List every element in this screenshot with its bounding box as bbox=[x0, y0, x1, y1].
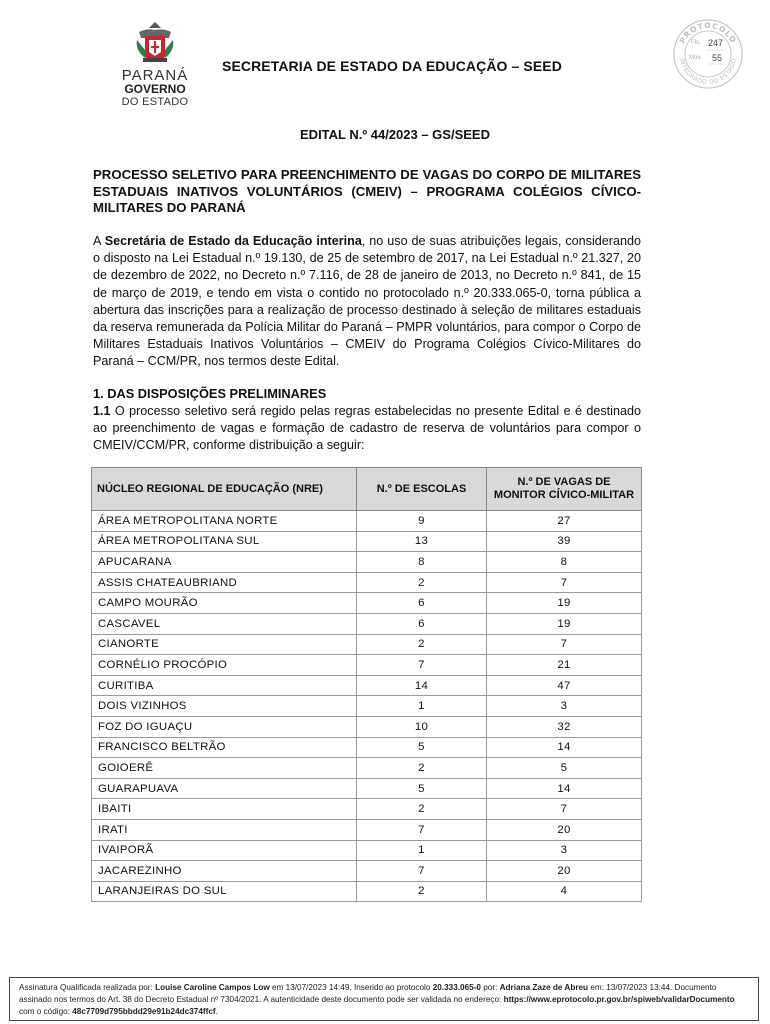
table-row bbox=[92, 675, 642, 696]
cell-schools: 6 bbox=[357, 613, 487, 634]
table-row bbox=[92, 778, 642, 799]
cell-nre: CURITIBA bbox=[92, 675, 357, 696]
footer-text-5: com o código: bbox=[19, 1007, 73, 1017]
edital-number: EDITAL N.º 44/2023 – GS/SEED bbox=[300, 127, 490, 142]
cell-schools: 6 bbox=[357, 593, 487, 614]
footer-text-4: em: 13/07/2023 13:44. Documento assinado nos termos do Art. 38 do Decreto Estadual nº 7304/2021. A autenticidade deste documento pode ser validada no endereço: bbox=[19, 983, 717, 1005]
cell-vacancies: 8 bbox=[487, 552, 642, 573]
logo-line-do-estado: DO ESTADO bbox=[121, 96, 189, 108]
cell-vacancies: 7 bbox=[487, 799, 642, 820]
logo-line-governo: GOVERNO bbox=[124, 82, 186, 96]
stamp-ring-top-text: PROTOCOLO bbox=[677, 20, 739, 46]
table-row bbox=[92, 716, 642, 737]
cell-vacancies: 14 bbox=[487, 778, 642, 799]
page-header-title: SECRETARIA DE ESTADO DA EDUCAÇÃO – SEED bbox=[222, 58, 562, 74]
cell-vacancies: 20 bbox=[487, 861, 642, 882]
cell-schools: 2 bbox=[357, 799, 487, 820]
cell-vacancies: 19 bbox=[487, 593, 642, 614]
cell-nre: IVAIPORÃ bbox=[92, 840, 357, 861]
protocol-stamp-ring-icon bbox=[672, 18, 744, 90]
table-body bbox=[92, 511, 642, 902]
signature-footer bbox=[9, 977, 759, 1021]
cell-schools: 2 bbox=[357, 634, 487, 655]
cell-schools: 10 bbox=[357, 716, 487, 737]
cell-nre: IRATI bbox=[92, 819, 357, 840]
cell-schools: 7 bbox=[357, 655, 487, 676]
table-row bbox=[92, 593, 642, 614]
table-row bbox=[92, 552, 642, 573]
cell-vacancies: 27 bbox=[487, 511, 642, 532]
cell-schools: 5 bbox=[357, 778, 487, 799]
header-nre: NÚCLEO REGIONAL DE EDUCAÇÃO (NRE) bbox=[92, 468, 357, 511]
cell-vacancies: 7 bbox=[487, 634, 642, 655]
parana-coat-of-arms-icon bbox=[133, 20, 177, 66]
cell-schools: 14 bbox=[357, 675, 487, 696]
cell-schools: 2 bbox=[357, 758, 487, 779]
cell-schools: 8 bbox=[357, 552, 487, 573]
cell-schools: 9 bbox=[357, 511, 487, 532]
table-row bbox=[92, 819, 642, 840]
parana-government-logo bbox=[112, 20, 198, 108]
table-row bbox=[92, 799, 642, 820]
stamp-fls-value: 247 bbox=[708, 38, 724, 48]
section-1-title: 1. DAS DISPOSIÇÕES PRELIMINARES bbox=[93, 386, 327, 401]
cell-schools: 2 bbox=[357, 881, 487, 902]
svg-text:INTEGRADO DO ESTADO bbox=[678, 58, 738, 86]
intro-paragraph bbox=[93, 233, 641, 371]
footer-text-1: Assinatura Qualificada realizada por: bbox=[19, 983, 156, 992]
cell-nre: CORNÉLIO PROCÓPIO bbox=[92, 655, 357, 676]
cell-vacancies: 3 bbox=[487, 840, 642, 861]
cell-schools: 2 bbox=[357, 572, 487, 593]
cell-schools: 1 bbox=[357, 696, 487, 717]
cell-schools: 7 bbox=[357, 819, 487, 840]
cell-vacancies: 3 bbox=[487, 696, 642, 717]
footer-text-3: por: bbox=[480, 983, 500, 992]
intro-body: , no uso de suas atribuições legais, considerando o disposto na Lei Estadual n.º 19.130, de 25 de setembro de 2017, na Lei Estadual n.º 21.327, 20 de dezembro de 2022, no Decreto n.º 7.116, de 28 de janeiro de 2013, no Decreto n.º 841, de 15 de março de 2019, e tendo em vista o contido no protocolado n.º 20.333.065-0, torna pública a abertura das inscrições para a realização de processo destinado à seleção de militares estaduais da reserva remunerada da Polícia Militar do Paraná – PMPR voluntários, para compor o Corpo de Militares Estaduais Inativos Voluntários – CMEIV do Programa Colégios Cívico-Militares do Paraná – CCM/PR, nos termos deste Edital. bbox=[93, 234, 641, 369]
cell-nre: GUARAPUAVA bbox=[92, 778, 357, 799]
footer-code: 48c7709d795bbdd29e91b24dc374ffcf bbox=[72, 1007, 216, 1017]
table-row bbox=[92, 511, 642, 532]
table-row bbox=[92, 758, 642, 779]
cell-vacancies: 7 bbox=[487, 572, 642, 593]
cell-nre: CASCAVEL bbox=[92, 613, 357, 634]
footer-text-6: . bbox=[215, 1007, 218, 1017]
cell-vacancies: 20 bbox=[487, 819, 642, 840]
cell-nre: CAMPO MOURÃO bbox=[92, 593, 357, 614]
cell-vacancies: 4 bbox=[487, 881, 642, 902]
protocol-stamp bbox=[672, 18, 744, 90]
cell-nre: CIANORTE bbox=[92, 634, 357, 655]
intro-prefix: A bbox=[93, 234, 105, 248]
cell-nre: JACAREZINHO bbox=[92, 861, 357, 882]
table-row bbox=[92, 572, 642, 593]
cell-vacancies: 32 bbox=[487, 716, 642, 737]
logo-line-parana: PARANÁ bbox=[121, 67, 189, 84]
header-schools: N.º DE ESCOLAS bbox=[357, 468, 487, 511]
stamp-fls-label: Fls. bbox=[691, 40, 701, 46]
nre-vacancies-table bbox=[91, 467, 642, 902]
footer-inserter: Adriana Zaze de Abreu bbox=[499, 983, 589, 992]
intro-authority: Secretária de Estado da Educação interina bbox=[104, 234, 362, 248]
table-row bbox=[92, 881, 642, 902]
cell-nre: FRANCISCO BELTRÃO bbox=[92, 737, 357, 758]
table-row bbox=[92, 696, 642, 717]
footer-validation-link[interactable]: https://www.eprotocolo.pr.gov.br/spiweb/validarDocumento bbox=[503, 995, 735, 1005]
stamp-mov-value: 55 bbox=[712, 53, 723, 63]
cell-vacancies: 21 bbox=[487, 655, 642, 676]
cell-nre: APUCARANA bbox=[92, 552, 357, 573]
cell-nre: ÁREA METROPOLITANA NORTE bbox=[92, 511, 357, 532]
cell-vacancies: 5 bbox=[487, 758, 642, 779]
section-1-1-paragraph bbox=[93, 403, 641, 455]
footer-text-2: em 13/07/2023 14:49. Inserido ao protocolo bbox=[269, 983, 433, 992]
cell-nre: FOZ DO IGUAÇU bbox=[92, 716, 357, 737]
stamp-ring-bottom-text: INTEGRADO DO ESTADO bbox=[678, 57, 738, 87]
table-row bbox=[92, 634, 642, 655]
table-header-row bbox=[92, 468, 642, 511]
section-1-1-text: O processo seletivo será regido pelas regras estabelecidas no presente Edital e é destinado ao preenchimento de vagas e formação de cadastro de reserva de voluntários para compor o CMEIV/CCM/PR, conforme distribuição a seguir: bbox=[93, 404, 641, 453]
cell-schools: 7 bbox=[357, 861, 487, 882]
stamp-mov-label: Mov. bbox=[689, 55, 702, 61]
table-row bbox=[92, 737, 642, 758]
section-1-1-number: 1.1 bbox=[93, 404, 111, 418]
document-subject: PROCESSO SELETIVO PARA PREENCHIMENTO DE VAGAS DO CORPO DE MILITARES ESTADUAIS INATIVOS VOLUNTÁRIOS (CMEIV) – PROGRAMA COLÉGIOS CÍVICO-MILITARES DO PARANÁ bbox=[93, 167, 641, 215]
header-vacancies: N.º DE VAGAS DE MONITOR CÍVICO-MILITAR bbox=[487, 468, 642, 511]
footer-signer: Louise Caroline Campos Low bbox=[155, 983, 270, 992]
table-row bbox=[92, 840, 642, 861]
cell-nre: IBAITI bbox=[92, 799, 357, 820]
cell-schools: 1 bbox=[357, 840, 487, 861]
cell-vacancies: 47 bbox=[487, 675, 642, 696]
cell-nre: LARANJEIRAS DO SUL bbox=[92, 881, 357, 902]
cell-nre: ÁREA METROPOLITANA SUL bbox=[92, 531, 357, 552]
footer-protocol: 20.333.065-0 bbox=[432, 983, 481, 992]
table-row bbox=[92, 531, 642, 552]
cell-nre: ASSIS CHATEAUBRIAND bbox=[92, 572, 357, 593]
cell-vacancies: 14 bbox=[487, 737, 642, 758]
cell-vacancies: 39 bbox=[487, 531, 642, 552]
cell-nre: GOIOERÊ bbox=[92, 758, 357, 779]
cell-nre: DOIS VIZINHOS bbox=[92, 696, 357, 717]
cell-schools: 13 bbox=[357, 531, 487, 552]
table-row bbox=[92, 861, 642, 882]
table-row bbox=[92, 613, 642, 634]
cell-schools: 5 bbox=[357, 737, 487, 758]
table-row bbox=[92, 655, 642, 676]
cell-vacancies: 19 bbox=[487, 613, 642, 634]
